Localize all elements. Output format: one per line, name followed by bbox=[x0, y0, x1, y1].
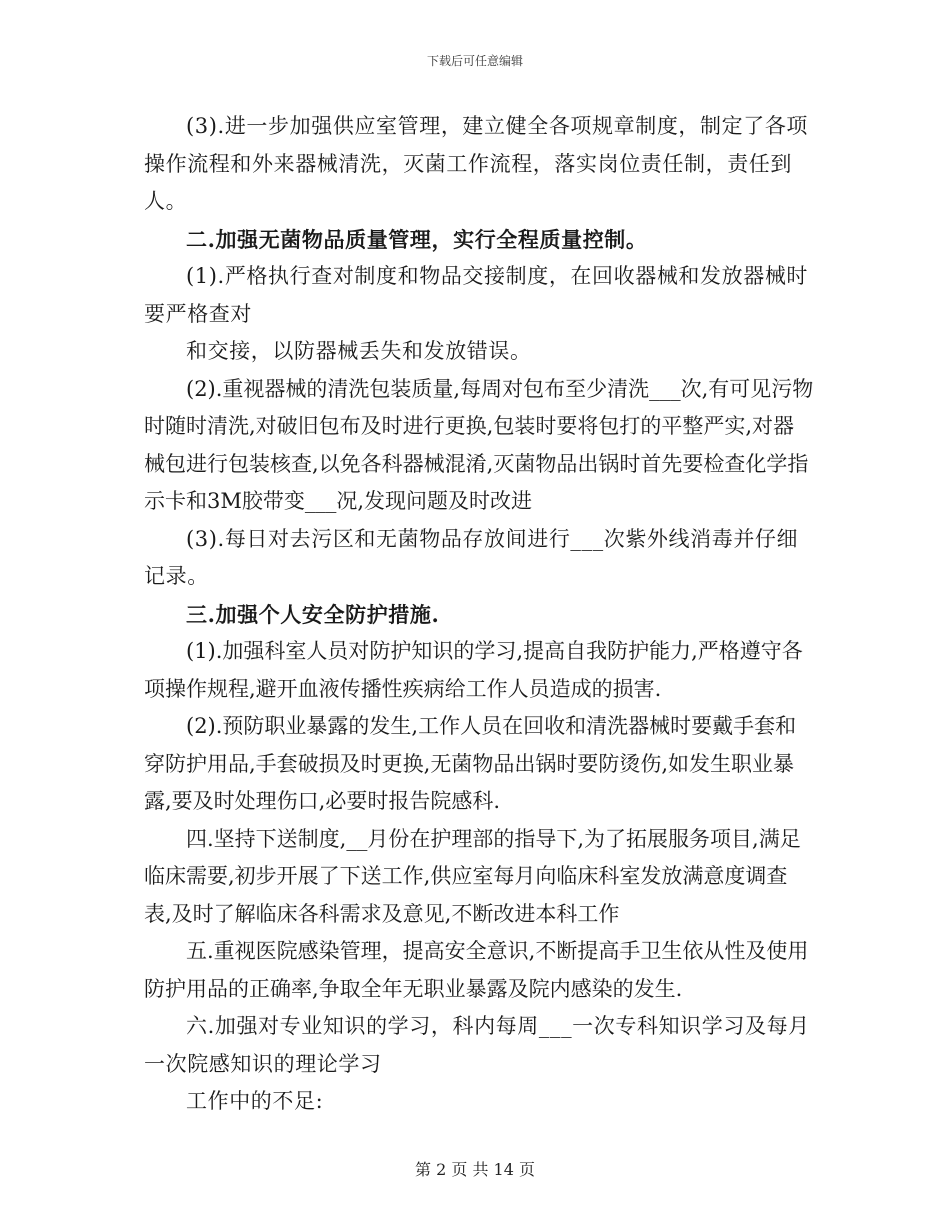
paragraph-shortcomings: 工作中的不足: bbox=[186, 1089, 324, 1113]
page-header: 下载后可任意编辑 bbox=[426, 54, 523, 68]
paragraph-handover: 和交接，以防器械丢失和发放错误。 bbox=[186, 339, 532, 363]
paragraph-delivery-system: 四.坚持下送制度,__月份在护理部的指导下,为了拓展服务项目,满足临床需要,初步开展了下送工作,供应室每月向临床科室发放满意度调查表,及时了解临床各科需求及意见,不断改进本科工作 bbox=[144, 826, 801, 926]
document-body bbox=[144, 108, 814, 1121]
paragraph-infection-management: 五.重视医院感染管理，提高安全意识,不断提高手卫生依从性及使用防护用品的正确率,争取全年无职业暴露及院内感染的发生. bbox=[144, 939, 809, 1001]
paragraph-checking-system: (1).严格执行查对制度和物品交接制度，在回收器械和发放器械时要严格查对 bbox=[144, 264, 809, 326]
section-heading-sterile-quality: 二.加强无菌物品质量管理，实行全程质量控制。 bbox=[186, 226, 648, 252]
section-heading-personal-safety: 三.加强个人安全防护措施. bbox=[186, 601, 440, 627]
paragraph-occupational-exposure: (2).预防职业暴露的发生,工作人员在回收和清洗器械时要戴手套和穿防护用品,手套破损及时更换,无菌物品出锅时要防烫伤,如发生职业暴露,要及时处理伤口,必要时报告院感科. bbox=[144, 714, 797, 813]
paragraph-protection-knowledge: (1).加强科室人员对防护知识的学习,提高自我防护能力,严格遵守各项操作规程,避开血液传播性疾病给工作人员造成的损害. bbox=[144, 639, 803, 701]
paragraph-cleaning-packaging: (2).重视器械的清洗包装质量,每周对包布至少清洗___次,有可见污物时随时清洗,对破旧包布及时进行更换,包装时要将包打的平整严实,对器械包进行包装核查,以免各科器械混淆,灭菌物品出锅时首先要检查化学指示卡和3M胶带变___况,发现问题及时改进 bbox=[144, 376, 814, 513]
paragraph-uv-disinfection: (3).每日对去污区和无菌物品存放间进行___次紫外线消毒并仔细记录。 bbox=[144, 526, 799, 588]
paragraph-supply-room-management: (3).进一步加强供应室管理，建立健全各项规章制度，制定了各项操作流程和外来器械清洗，灭菌工作流程，落实岗位责任制，责任到人。 bbox=[144, 114, 809, 213]
paragraph-professional-learning: 六.加强对专业知识的学习，科内每周___一次专科知识学习及每月一次院感知识的理论学习 bbox=[144, 1014, 810, 1076]
page-footer: 第 2 页 共 14 页 bbox=[415, 1160, 535, 1179]
